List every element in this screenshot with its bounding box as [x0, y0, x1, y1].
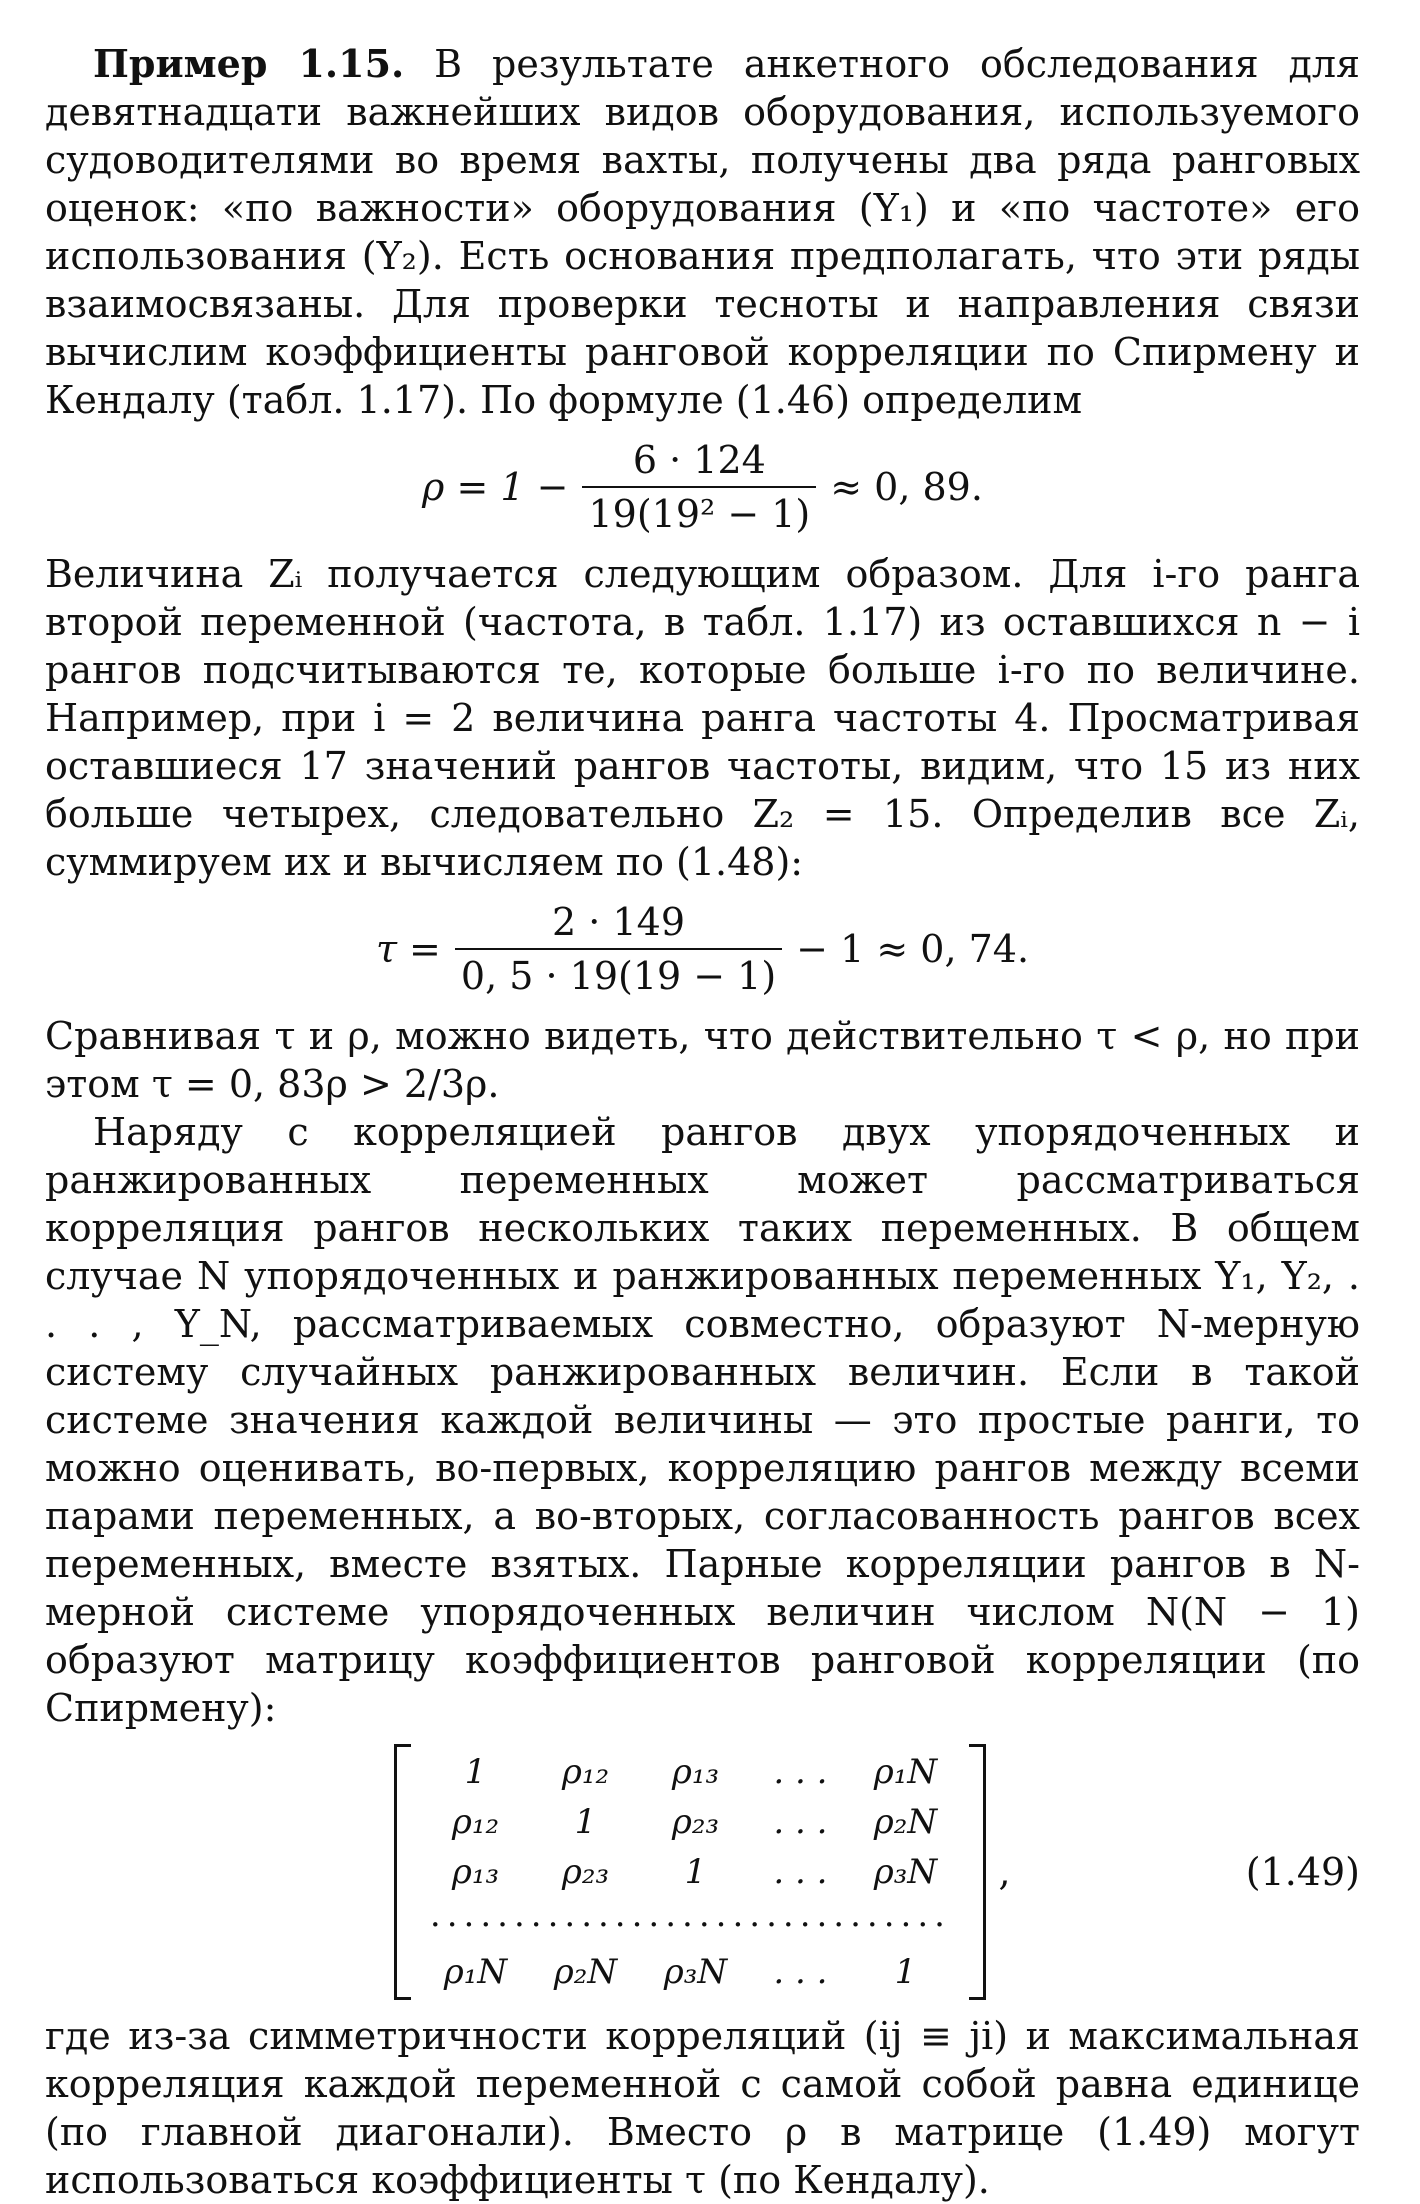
matrix-cell: ρ₁N [873, 1752, 938, 1792]
formula-rho-denominator: 19(19² − 1) [582, 486, 816, 536]
formula-tau-denominator: 0, 5 · 19(19 − 1) [455, 948, 782, 998]
matrix-cell: ρ₁₂ [561, 1752, 610, 1792]
example-paragraph [45, 40, 1360, 424]
matrix-right-bracket [969, 1744, 986, 2000]
formula-rho-prefix: ρ = 1 − [422, 465, 569, 509]
matrix-cell: ρ₂N [553, 1952, 618, 1992]
matrix-left-bracket [394, 1744, 411, 2000]
matrix-cell: ρ₁N [443, 1952, 508, 1992]
formula-tau-numerator: 2 · 149 [552, 900, 685, 944]
matrix-cell: ρ₃N [663, 1952, 728, 1992]
matrix-cell: ρ₁₂ [451, 1802, 500, 1842]
equation-number: (1.49) [1245, 1850, 1360, 1894]
formula-rho [45, 438, 1360, 536]
formula-tau-suffix: − 1 ≈ 0, 74. [796, 927, 1030, 971]
formula-rho-fraction [582, 438, 816, 536]
paragraph-multi: Наряду с корреляцией рангов двух упорядоченных и ранжированных переменных может рассматриваться корреляция рангов нескольких таких переменных. В общем случае N упорядоченных и ранжированных переменных Y₁, Y₂, . . . , Y_N, рассматриваемых совместно, образуют N-мерную систему случайных ранжированных величин. Если в такой системе значения каждой величины — это простые ранги, то можно оценивать, во-первых, корреляцию рангов между всеми парами переменных, а во-вторых, согласованность рангов всех переменных, вместе взятых. Парные корреляции рангов в N-мерной системе упорядоченных величин числом N(N − 1) образуют матрицу коэффициентов ранговой корреляции (по Спирмену): [45, 1110, 1360, 1730]
matrix-cell: ρ₁₃ [451, 1852, 500, 1892]
formula-tau [45, 900, 1360, 998]
matrix-equation [45, 1744, 1360, 2000]
matrix-cell: ρ₁₃ [671, 1752, 720, 1792]
matrix-dots-row: ............................... [429, 1895, 951, 1935]
correlation-matrix [394, 1744, 986, 2000]
matrix-cell: . . . [773, 1802, 828, 1842]
paragraph-zi: Величина Zᵢ получается следующим образом. Для i-го ранга второй переменной (частота, в табл. 1.17) из оставшихся n − i рангов подсчитываются те, которые больше i-го по величине. Например, при i = 2 величина ранга частоты 4. Просматривая оставшиеся 17 значений рангов частоты, видим, что 15 из них больше четырех, следовательно Z₂ = 15. Определив все Zᵢ, суммируем их и вычисляем по (1.48): [45, 552, 1360, 884]
matrix-comma: , [998, 1850, 1011, 1894]
matrix-cell: . . . [773, 1752, 828, 1792]
formula-rho-suffix: ≈ 0, 89. [830, 465, 983, 509]
example-text: В результате анкетного обследования для девятнадцати важнейших видов оборудования, используемого судоводителями во время вахты, получены два ряда ранговых оценок: «по важности» оборудования (Y₁) и «по частоте» его использования (Y₂). Есть основания предполагать, что эти ряды взаимосвязаны. Для проверки тесноты и направления связи вычислим коэффициенты ранговой корреляции по Спирмену и Кендалу (табл. 1.17). По формуле (1.46) определим [45, 42, 1361, 422]
example-label: Пример 1.15. [93, 41, 405, 86]
paragraph-compare: Сравнивая τ и ρ, можно видеть, что действительно τ < ρ, но при этом τ = 0, 83ρ > 2/3ρ. [45, 1014, 1360, 1106]
matrix-cell: 1 [684, 1852, 707, 1892]
matrix-cell: 1 [574, 1802, 597, 1842]
matrix-cell: 1 [894, 1952, 917, 1992]
matrix-cell: . . . [773, 1852, 828, 1892]
matrix-cell: ρ₂₃ [671, 1802, 720, 1842]
matrix-cell: ρ₂N [873, 1802, 938, 1842]
matrix-cell: ρ₂₃ [561, 1852, 610, 1892]
paragraph-final: где из-за симметричности корреляций (ij ≡ ji) и максимальная корреляция каждой переменной с самой собой равна единице (по главной диагонали). Вместо ρ в матрице (1.49) могут использоваться коэффициенты τ (по Кендалу). [45, 2014, 1360, 2202]
matrix-cell: . . . [773, 1952, 828, 1992]
matrix-cell: 1 [464, 1752, 487, 1792]
matrix-cell: ρ₃N [873, 1852, 938, 1892]
formula-tau-fraction [455, 900, 782, 998]
formula-tau-prefix: τ = [375, 927, 441, 971]
formula-rho-numerator: 6 · 124 [632, 438, 766, 482]
